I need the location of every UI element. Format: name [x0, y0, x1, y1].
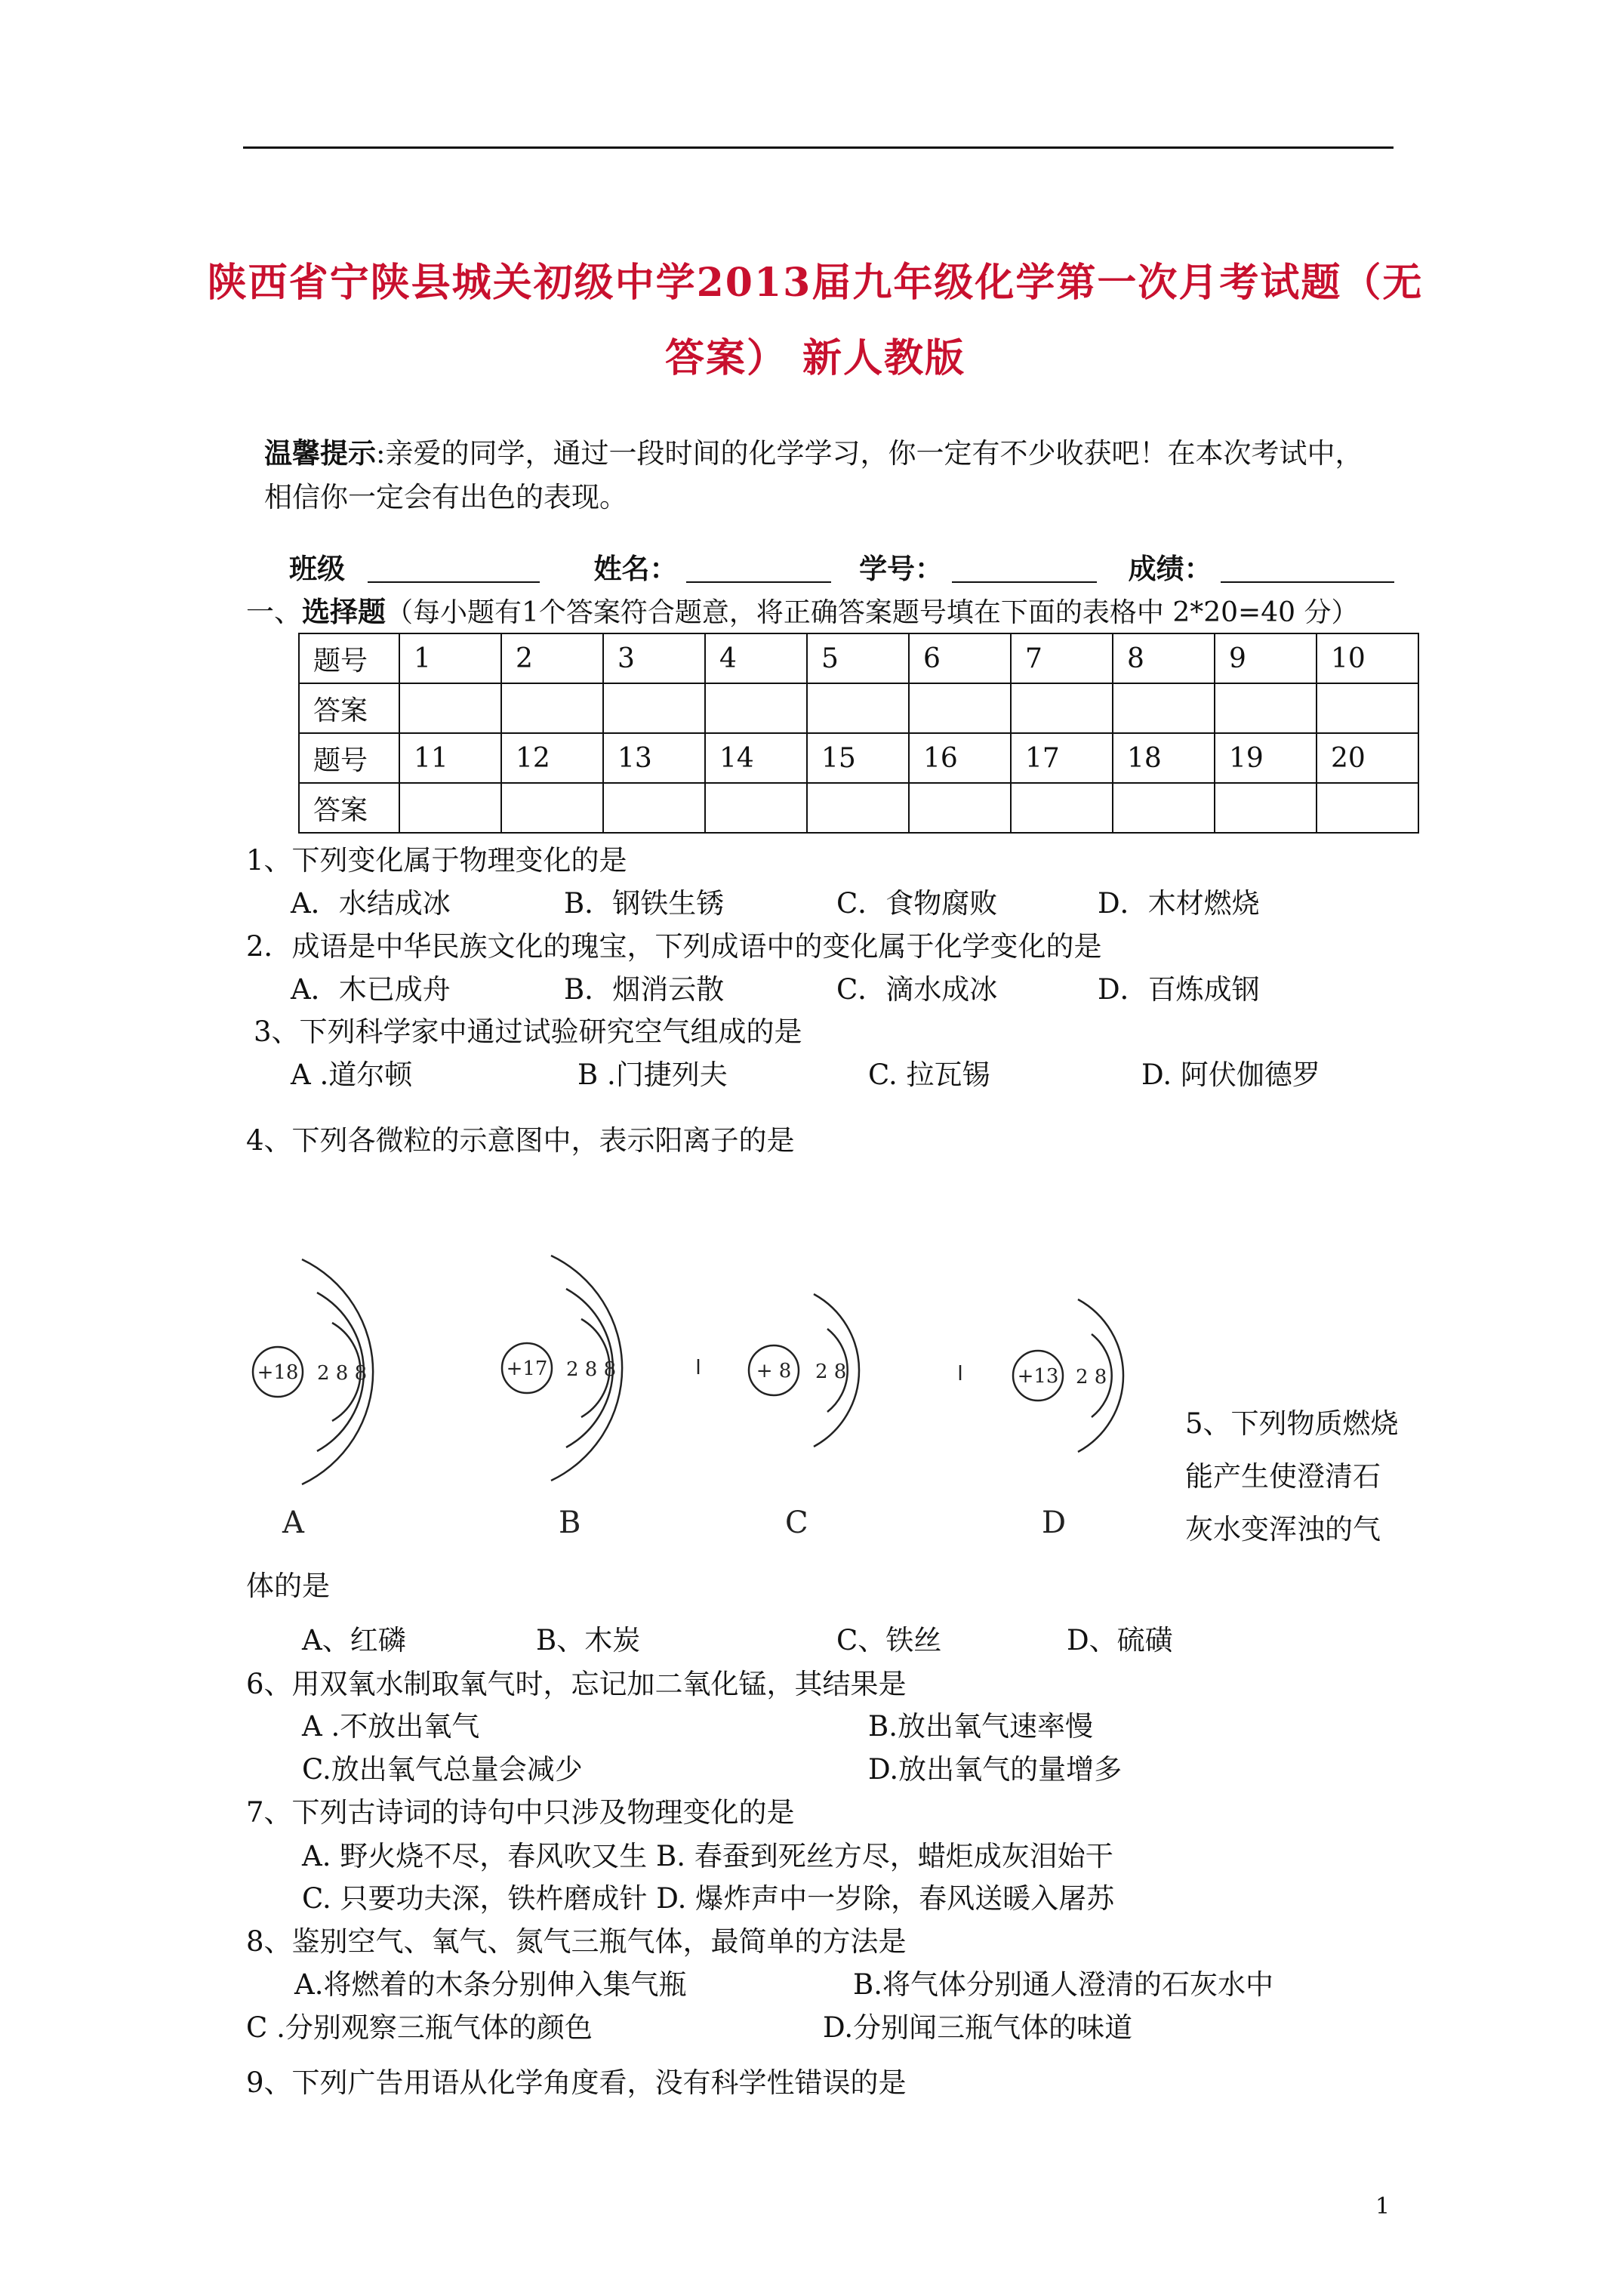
atom-a-shells: 2 8 8 — [317, 1362, 368, 1385]
q7-stem: 7、下列古诗词的诗句中只涉及物理变化的是 — [246, 1796, 795, 1829]
q5-option-d[interactable]: D、硫磺 — [1067, 1624, 1173, 1657]
q1-stem: 1、下列变化属于物理变化的是 — [246, 844, 627, 877]
q1-option-b[interactable]: B．钢铁生锈 — [564, 887, 725, 920]
q3-option-d[interactable]: D. 阿伏伽德罗 — [1141, 1059, 1320, 1091]
q2-option-a[interactable]: A．木已成舟 — [291, 973, 451, 1006]
q5-stem-line3: 灰水变浑浊的气 — [1185, 1513, 1381, 1546]
number-label: 学号： — [859, 552, 944, 585]
tip-label: 温馨提示 — [264, 436, 376, 470]
q3-option-b[interactable]: B .门捷列夫 — [577, 1059, 728, 1091]
table-row: 答案 — [299, 783, 1418, 833]
doc-title-line2: 答案） 新人教版 — [664, 335, 966, 381]
q6-option-b[interactable]: B.放出氧气速率慢 — [868, 1710, 1093, 1743]
class-label: 班级 — [289, 552, 345, 585]
atom-d-nucleus: +13 — [1017, 1365, 1059, 1388]
q9-stem: 9、下列广告用语从化学角度看，没有科学性错误的是 — [246, 2066, 907, 2099]
atom-a-letter: A — [282, 1505, 304, 1540]
atom-c-nucleus: + 8 — [756, 1360, 792, 1382]
q5-stem-line2: 能产生使澄清石 — [1185, 1460, 1381, 1493]
name-label: 姓名： — [593, 552, 678, 585]
q6-stem: 6、用双氧水制取氧气时，忘记加二氧化锰，其结果是 — [246, 1668, 907, 1700]
page-number: 1 — [1375, 2193, 1390, 2220]
table-row: 题号 1 2 3 4 5 6 7 8 9 10 — [299, 633, 1418, 683]
q1-option-d[interactable]: D．木材燃烧 — [1098, 887, 1260, 920]
atom-d-shells: 2 8 — [1076, 1366, 1107, 1388]
q7-options-cd[interactable]: C. 只要功夫深，铁杵磨成针 D. 爆炸声中一岁除，春风送暖入屠苏 — [302, 1882, 1115, 1915]
atom-b-shells: 2 8 8 — [566, 1358, 617, 1381]
atom-c-letter: C — [785, 1505, 808, 1540]
tip-line2: 相信你一定会有出色的表现。 — [264, 481, 627, 513]
q1-option-c[interactable]: C．食物腐败 — [836, 887, 998, 920]
q3-option-c[interactable]: C. 拉瓦锡 — [868, 1059, 990, 1091]
q3-option-a[interactable]: A .道尔顿 — [291, 1059, 413, 1091]
q5-option-c[interactable]: C、铁丝 — [836, 1624, 942, 1657]
q6-option-c[interactable]: C.放出氧气总量会减少 — [302, 1753, 583, 1786]
q2-option-c[interactable]: C．滴水成冰 — [836, 973, 998, 1006]
tip-line1: 温馨提示:亲爱的同学，通过一段时间的化学学习，你一定有不少收获吧！在本次考试中， — [264, 436, 1363, 470]
q8-option-c[interactable]: C .分别观察三瓶气体的颜色 — [246, 2011, 593, 2044]
atom-a-nucleus: +18 — [257, 1361, 299, 1384]
section1-heading: 一、选择题（每小题有1个答案符合题意，将正确答案题号填在下面的表格中 2*20=40 分） — [246, 595, 1359, 628]
q4-stem: 4、下列各微粒的示意图中，表示阳离子的是 — [246, 1124, 795, 1157]
q1-option-a[interactable]: A．水结成冰 — [291, 887, 451, 920]
q2-option-b[interactable]: B．烟消云散 — [564, 973, 725, 1006]
q5-option-b[interactable]: B、木炭 — [536, 1624, 641, 1657]
score-label: 成绩： — [1128, 552, 1212, 585]
q8-option-a[interactable]: A.将燃着的木条分别伸入集气瓶 — [294, 1968, 687, 2001]
q5-stem-line1: 5、下列物质燃烧 — [1185, 1407, 1399, 1440]
q8-stem: 8、鉴别空气、氧气、氮气三瓶气体，最简单的方法是 — [246, 1925, 907, 1958]
atom-b-letter: B — [559, 1505, 581, 1540]
atom-b-nucleus: +17 — [506, 1358, 548, 1380]
q3-stem: 3、下列科学家中通过试验研究空气组成的是 — [254, 1015, 802, 1048]
table-row: 答案 — [299, 683, 1418, 733]
q2-stem: 2．成语是中华民族文化的瑰宝，下列成语中的变化属于化学变化的是 — [246, 930, 1102, 963]
q6-option-d[interactable]: D.放出氧气的量增多 — [868, 1753, 1123, 1786]
q8-option-b[interactable]: B.将气体分别通人澄清的石灰水中 — [853, 1968, 1273, 2001]
q5-option-a[interactable]: A、红磷 — [302, 1624, 406, 1657]
section1-name: 选择题 — [302, 595, 386, 628]
q6-option-a[interactable]: A .不放出氧气 — [302, 1710, 480, 1743]
atom-c-shells: 2 8 — [815, 1361, 847, 1383]
q8-option-d[interactable]: D.分别闻三瓶气体的味道 — [823, 2011, 1133, 2044]
q7-options-ab[interactable]: A. 野火烧不尽，春风吹又生 B. 春蚕到死丝方尽，蜡炬成灰泪始干 — [302, 1840, 1113, 1872]
doc-title-line1: 陕西省宁陕县城关初级中学2013届九年级化学第一次月考试题（无 — [207, 260, 1424, 306]
q2-option-d[interactable]: D．百炼成钢 — [1098, 973, 1260, 1006]
q5-stem-line4: 体的是 — [246, 1570, 330, 1602]
atom-d-letter: D — [1042, 1505, 1067, 1540]
table-row: 题号 11 12 13 14 15 16 17 18 19 20 — [299, 733, 1418, 783]
